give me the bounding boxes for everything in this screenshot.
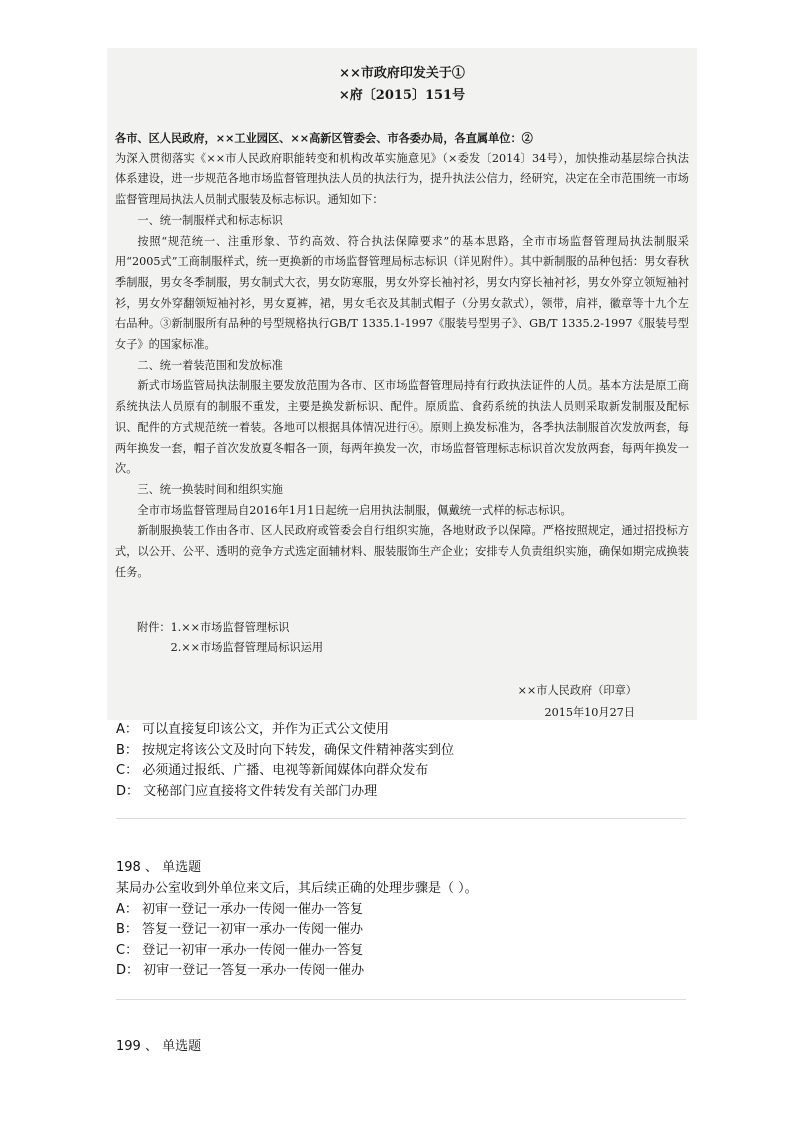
option-c[interactable]: C： 必须通过报纸、广播、电视等新闻媒体向群众发布 [116, 763, 429, 778]
signer: ××市人民政府（印章） [517, 684, 637, 697]
option-a[interactable]: A： 可以直接复印该公文，并作为正式公文使用 [116, 722, 390, 737]
section1-body: 按照“规范统一、注重形象、节约高效、符合执法保障要求”的基本思路，全市市场监督管理局执法制服采用“2005式”工商制服样式，统一更换新的市场监督管理局标志标识（详见附件）。其中新制服的品种包括：男女春秋季制服，男女冬季制服，男女制式大衣，男女防寒服，男女外穿长袖衬衫，男女内穿长袖衬衫，男女外穿立领短袖衬衫，男女外穿翻领短袖衬衫，男女夏裤，裙，男女毛衣及其制式帽子（分男女款式），领带，肩袢，徽章等十九个左右品种。③新制服所有品种的号型规格执行GB/T 1335.1-1997《服装号型男子》、GB/T 1335.2-1997《服装号型女子》的国家标准。 [115, 234, 689, 352]
option-d[interactable]: D： 文秘部门应直接将文件转发有关部门办理 [116, 783, 378, 799]
signature-block [518, 680, 637, 724]
section3-title: 三、统一换装时间和组织实施 [137, 482, 283, 496]
section3-para2: 新制服换装工作由各市、区人民政府或管委会自行组织实施，各地财政予以保障。严格按照规定，通过招投标方式，以公开、公平、透明的竞争方式选定面辅材料、服装服饰生产企业；安排专人负责组织实施，确保如期完成换装任务。 [115, 524, 689, 579]
section3-para1: 全市市场监督管理局自2016年1月1日起统一启用执法制服，佩戴统一式样的标志标识。 [137, 503, 572, 517]
doc-date: 2015年10月27日 [544, 706, 635, 719]
doc-title: ××市政府印发关于① [339, 66, 465, 81]
divider [116, 818, 686, 819]
doc-addressee: 各市、区人民政府，××工业园区、××高新区管委会、市各委办局，各直属单位：② [115, 131, 533, 145]
q198-stem: 某局办公室收到外单位来文后，其后续正确的处理步骤是（ ）。 [116, 881, 478, 896]
section1-title: 一、统一制服样式和标志标识 [137, 213, 283, 227]
doc-body [115, 128, 689, 583]
section2-body: 新式市场监管局执法制服主要发放范围为各市、区市场监督管理局持有行政执法证件的人员。基本方法是原工商系统执法人员原有的制服不重发，主要是换发新标识、配件。原质监、食药系统的执法人员则采取新发制服及配标识、配件的方式规范统一着装。各地可以根据具体情况进行④。原则上换发标准为，各季执法制服首次发放两套，每两年换发一套，帽子首次发放夏冬帽各一顶，每两年换发一次，市场监督管理标志标识首次发放两套，每两年换发一次。 [115, 379, 689, 476]
divider [116, 999, 686, 1000]
attachments [137, 618, 323, 658]
doc-number: ×府〔2015〕151号 [338, 88, 466, 103]
doc-intro: 为深入贯彻落实《××市人民政府职能转变和机构改革实施意见》（×委发〔2014〕34号），加快推动基层综合执法体系建设，进一步规范各地市场监督管理执法人员的执法行为，提升执法公信力，经研究，决定在全市范围统一市场监督管理局执法人员制式服装及标志标识。通知如下： [115, 151, 689, 207]
q198-block [116, 879, 478, 982]
option-b[interactable]: B： 按规定将该公文及时向下转发，确保文件精神落实到位 [116, 742, 455, 758]
q199-header: 199 、 单选题 [116, 1039, 202, 1054]
attachment-1: 附件：1.××市场监督管理标识 [137, 621, 290, 634]
q198-option-a[interactable]: A： 初审一登记一承办一传阅一催办一答复 [116, 901, 364, 917]
scanned-document-image [107, 48, 697, 720]
section2-title: 二、统一着装范围和发放标准 [137, 358, 283, 372]
attachment-2: 2.××市场监督管理局标识运用 [170, 641, 324, 654]
q198-option-b[interactable]: B： 答复一登记一初审一承办一传阅一催办 [116, 922, 364, 937]
q198-option-d[interactable]: D： 初审一登记一答复一承办一传阅一催办 [116, 963, 365, 978]
q198-option-c[interactable]: C： 登记一初审一承办一传阅一催办一答复 [116, 942, 364, 958]
q197-options [116, 720, 454, 802]
q198-header: 198 、 单选题 [116, 860, 202, 875]
